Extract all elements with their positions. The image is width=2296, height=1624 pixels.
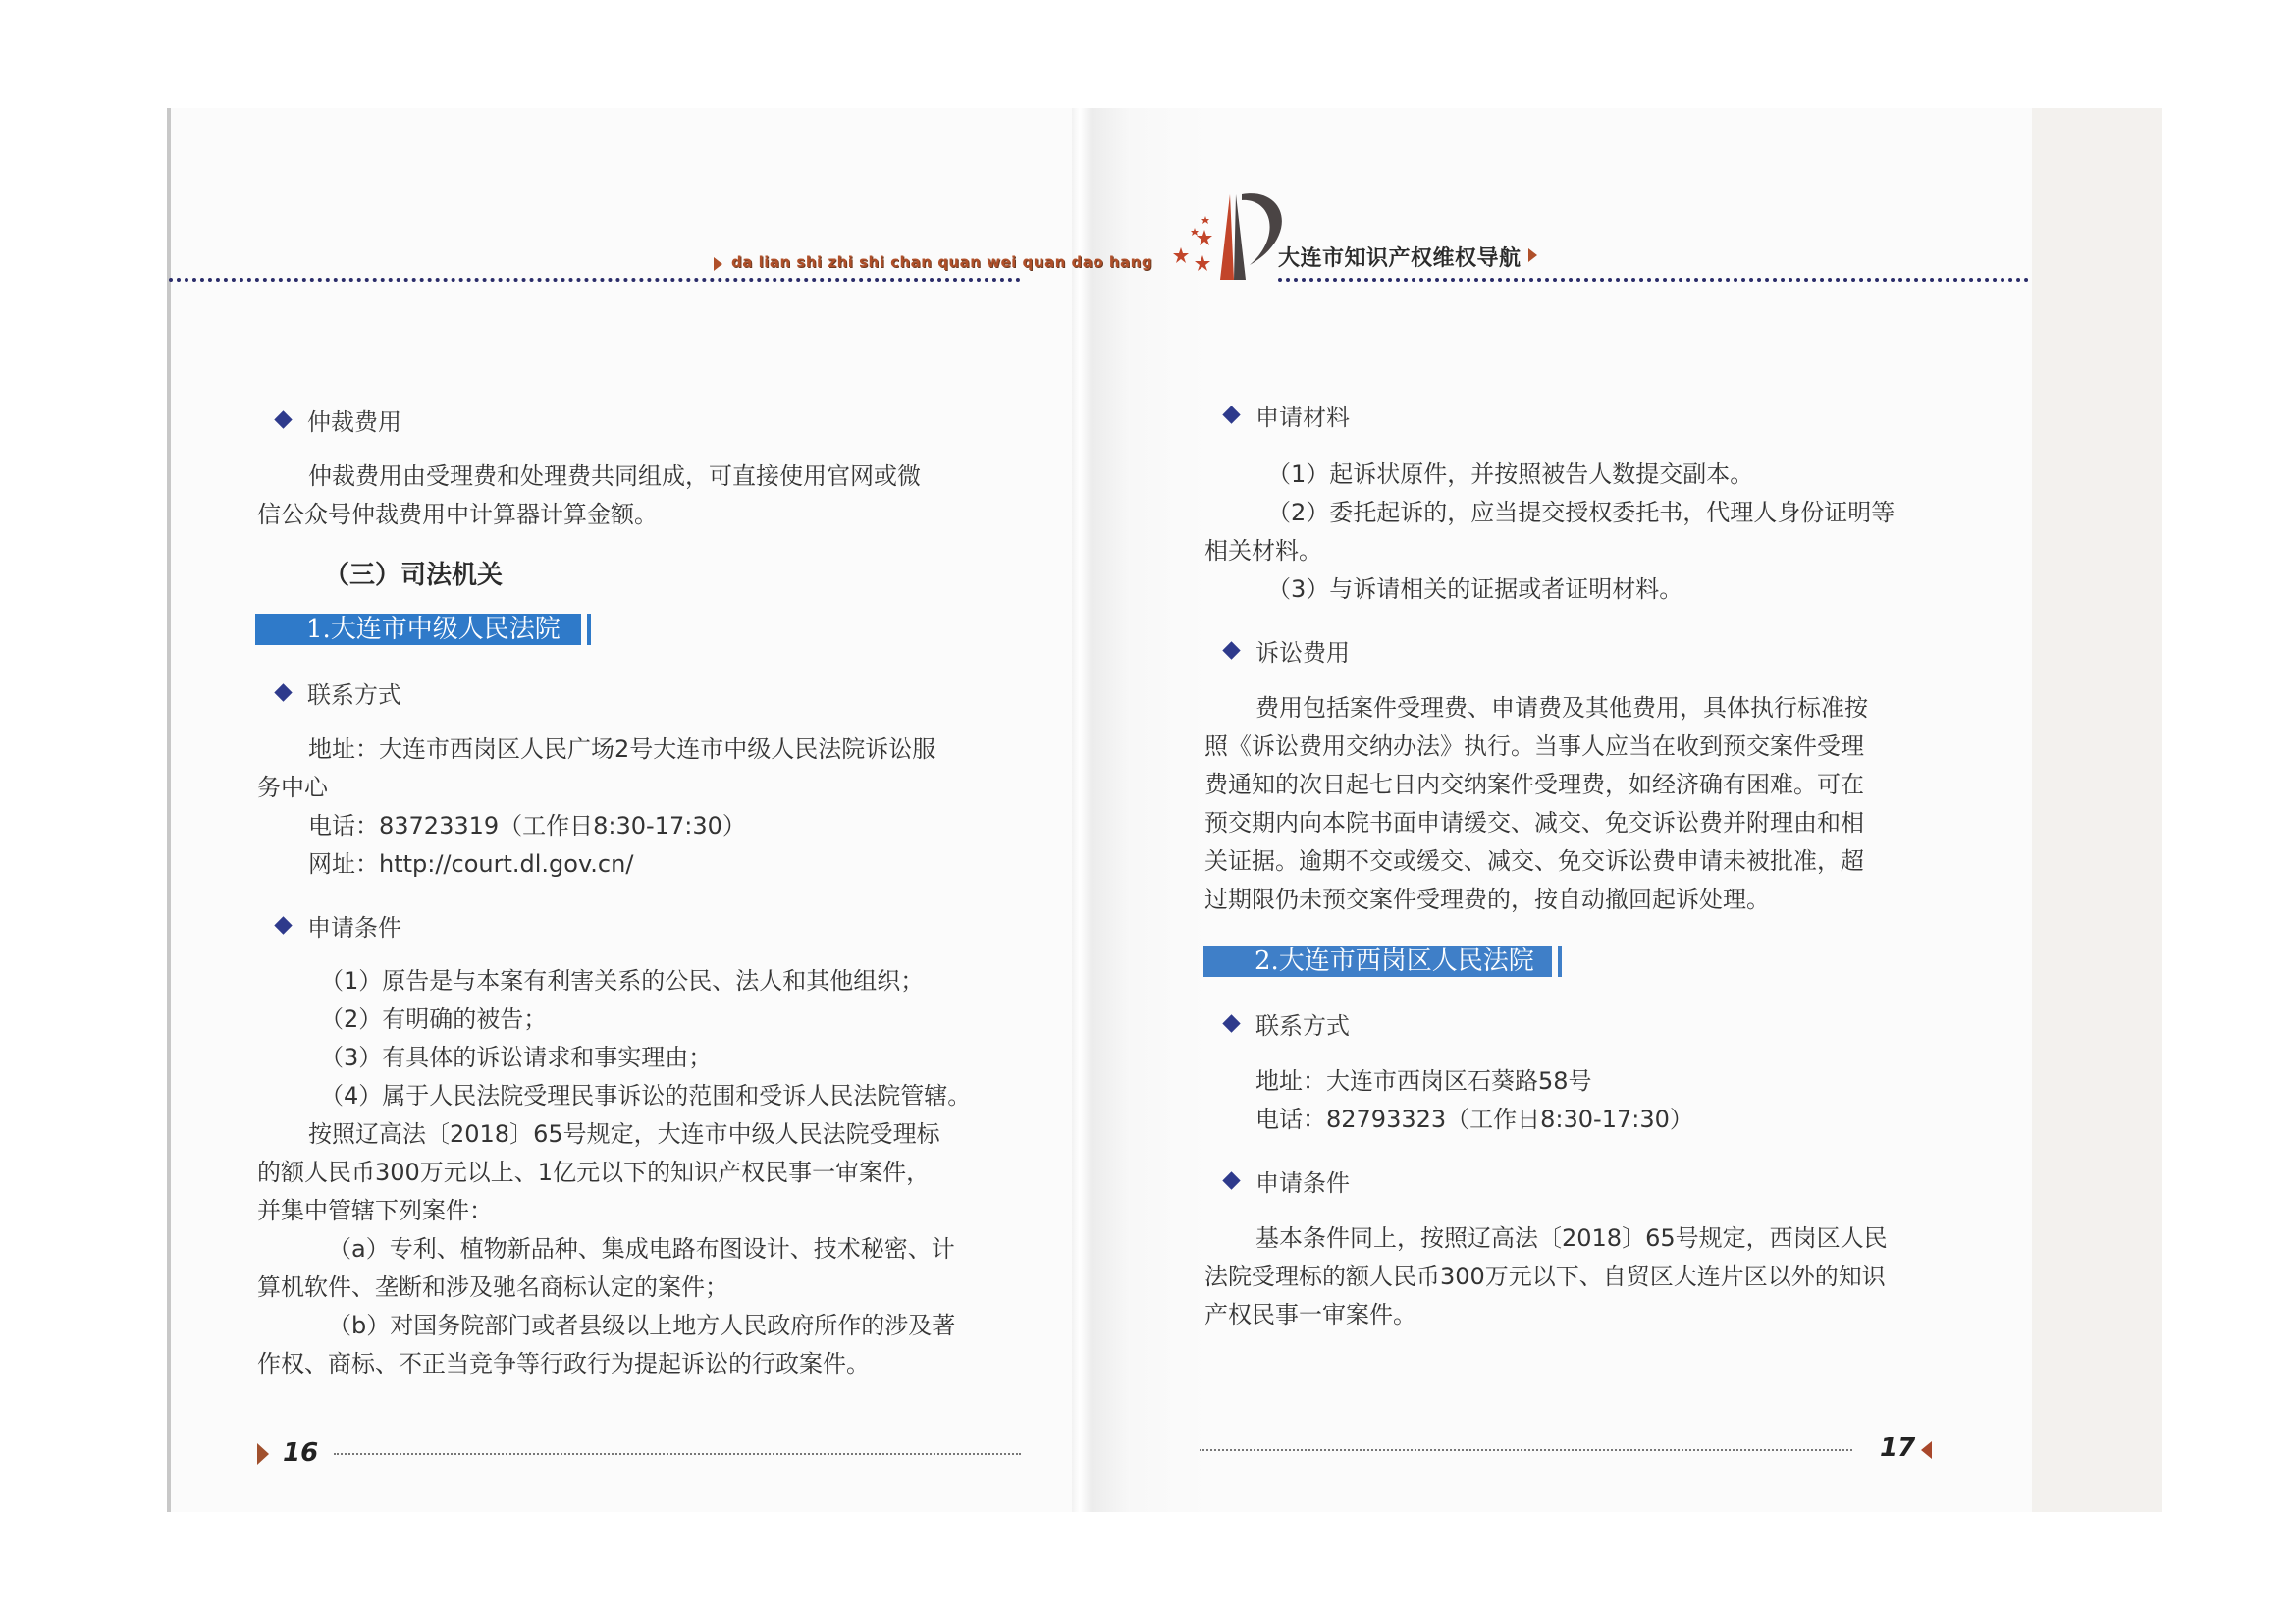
diamond-bullet-icon — [1222, 406, 1240, 423]
text-line: 按照辽高法〔2018〕65号规定，大连市中级人民法院受理标 — [308, 1120, 940, 1148]
diamond-bullet-icon — [1222, 641, 1240, 659]
sub-item: 算机软件、垄断和涉及驰名商标认定的案件； — [257, 1273, 728, 1301]
list-item: （1）原告是与本案有利害关系的公民、法人和其他组织； — [320, 967, 925, 995]
text-line: 基本条件同上，按照辽高法〔2018〕65号规定，西岗区人民 — [1255, 1224, 1888, 1252]
list-item: 相关材料。 — [1204, 537, 1322, 565]
text-line: 的额人民币300万元以上、1亿元以下的知识产权民事一审案件， — [257, 1159, 931, 1186]
section-title: （三）司法机关 — [324, 561, 504, 590]
text-line: 照《诉讼费用交纳办法》执行。当事人应当在收到预交案件受理 — [1204, 732, 1864, 760]
sub-item: 作权、商标、不正当竞争等行政行为提起诉讼的行政案件。 — [257, 1350, 870, 1378]
heading-text: 联系方式 — [1255, 1012, 1350, 1040]
list-item: （2）委托起诉的，应当提交授权委托书，代理人身份证明等 — [1267, 499, 1896, 526]
list-item: （3）有具体的诉讼请求和事实理由； — [320, 1044, 713, 1071]
text-line: 关证据。逾期不交或缓交、减交、免交诉讼费申请未被批准，超 — [1204, 847, 1864, 875]
text-line: 并集中管辖下列案件： — [257, 1197, 493, 1224]
footer-arrow-icon — [257, 1443, 269, 1465]
running-head-pinyin: da lian shi zhi shi chan quan wei quan dao hang — [731, 253, 1153, 271]
text-line: 过期限仍未预交案件受理费的，按自动撤回起诉处理。 — [1204, 886, 1770, 913]
text-line: 产权民事一审案件。 — [1204, 1301, 1416, 1328]
court2-contact-info — [1204, 1062, 1693, 1139]
text-line: 信公众号仲裁费用中计算器计算金额。 — [257, 501, 658, 528]
text-line: 费用包括案件受理费、申请费及其他费用，具体执行标准按 — [1255, 694, 1868, 722]
court2-conditions-heading — [1225, 1164, 1350, 1198]
list-item: （2）有明确的被告； — [320, 1005, 548, 1033]
address-line: 地址：大连市西岗区人民广场2号大连市中级人民法院诉讼服 — [308, 735, 936, 763]
header-dotted-rule — [169, 278, 1021, 282]
list-item: （3）与诉请相关的证据或者证明材料。 — [1267, 575, 1683, 603]
page-number-right: 17 — [1880, 1434, 1916, 1463]
materials-heading — [1225, 398, 1350, 432]
text-line: 法院受理标的额人民币300万元以下、自贸区大连片区以外的知识 — [1204, 1263, 1886, 1290]
heading-text: 申请条件 — [1255, 1169, 1350, 1197]
diamond-bullet-icon — [274, 916, 292, 934]
footer-dotted-rule — [1200, 1449, 1852, 1451]
arbitration-fee-paragraph — [257, 458, 921, 534]
heading-text: 联系方式 — [307, 681, 401, 709]
court1-contact-info — [257, 731, 935, 884]
address-line: 务中心 — [257, 774, 328, 801]
page-edge — [167, 108, 171, 1512]
list-item: （4）属于人民法院受理民事诉讼的范围和受诉人民法院管辖。 — [320, 1082, 972, 1110]
text-line: 仲裁费用由受理费和处理费共同组成，可直接使用官网或微 — [308, 462, 921, 490]
heading-text: 申请材料 — [1255, 404, 1350, 431]
running-head-title: 大连市知识产权维权导航 — [1278, 245, 1522, 271]
footer-dotted-rule — [334, 1453, 1021, 1455]
sub-item: （b）对国务院部门或者县级以上地方人民政府所作的涉及著 — [328, 1312, 956, 1339]
address-line: 地址：大连市西岗区石葵路58号 — [1255, 1067, 1592, 1095]
diamond-bullet-icon — [274, 410, 292, 428]
website-link[interactable]: 网址：http://court.dl.gov.cn/ — [308, 850, 634, 878]
materials-list — [1204, 456, 1895, 609]
heading-text: 仲裁费用 — [307, 408, 401, 436]
banner-bar — [1558, 946, 1562, 977]
court1-contact-heading — [277, 676, 401, 710]
heading-text: 申请条件 — [307, 914, 401, 942]
court1-banner — [255, 614, 581, 645]
litigation-fee-heading — [1225, 633, 1350, 668]
stars-and-p-emblem-icon — [1173, 187, 1291, 285]
sub-item: （a）专利、植物新品种、集成电路布图设计、技术秘密、计 — [328, 1235, 955, 1263]
heading-text: 诉讼费用 — [1255, 639, 1350, 667]
footer-arrow-icon — [1921, 1441, 1932, 1459]
header-arrow-icon — [714, 257, 722, 271]
text-line: 预交期内向本院书面申请缓交、减交、免交诉讼费并附理由和相 — [1204, 809, 1864, 837]
page-number-left: 16 — [283, 1438, 319, 1468]
header-dotted-rule — [1278, 278, 2029, 282]
banner-text: 1.大连市中级人民法院 — [306, 615, 561, 644]
page-margin-strip — [2032, 108, 2162, 1512]
banner-text: 2.大连市西岗区人民法院 — [1255, 947, 1534, 976]
court1-conditions-heading — [277, 908, 401, 943]
book-spine — [1072, 108, 1092, 1512]
litigation-fee-paragraph — [1204, 689, 1868, 919]
diamond-bullet-icon — [1222, 1014, 1240, 1032]
list-item: （1）起诉状原件，并按照被告人数提交副本。 — [1267, 460, 1754, 488]
court1-conditions-list — [257, 962, 971, 1383]
court2-conditions-paragraph — [1204, 1219, 1888, 1334]
header-arrow-icon — [1528, 248, 1537, 262]
diamond-bullet-icon — [1222, 1171, 1240, 1189]
court2-contact-heading — [1225, 1006, 1350, 1041]
phone-line: 电话：83723319（工作日8:30-17:30） — [308, 812, 746, 839]
phone-line: 电话：82793323（工作日8:30-17:30） — [1255, 1106, 1693, 1133]
diamond-bullet-icon — [274, 683, 292, 701]
court2-banner — [1203, 946, 1552, 977]
banner-bar — [587, 614, 591, 645]
arbitration-fee-heading — [277, 403, 401, 437]
text-line: 费通知的次日起七日内交纳案件受理费，如经济确有困难。可在 — [1204, 771, 1864, 798]
